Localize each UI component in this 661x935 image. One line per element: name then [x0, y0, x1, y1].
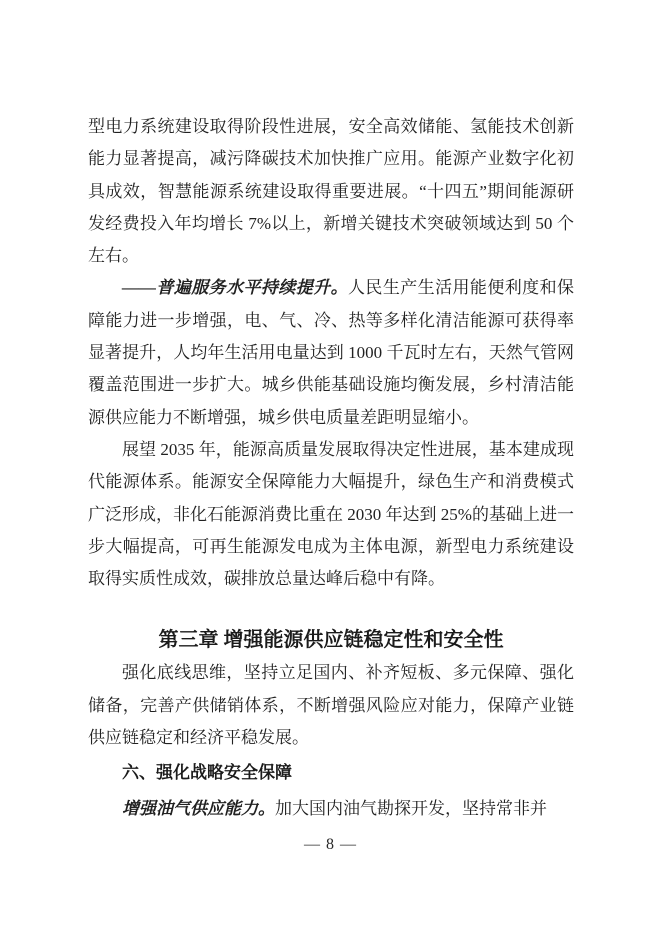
- paragraph-universal-service: [88, 272, 574, 433]
- paragraph-outlook-2035: [88, 434, 574, 595]
- paragraph-text: 型电力系统建设取得阶段性进展，安全高效储能、氢能技术创新能力显著提高，减污降碳技术加快推广应用。能源产业数字化初具成效，智慧能源系统建设取得重要进展。“十四五”期间能源研发经费投入年均增长 7%以上，新增关键技术突破领域达到 50 个左右。: [88, 117, 574, 266]
- paragraph-lead-emphasis: 增强油气供应能力。: [122, 798, 275, 818]
- paragraph-lead-emphasis: ——普遍服务水平持续提升。: [122, 278, 348, 298]
- paragraph-chapter-intro: [88, 657, 574, 754]
- paragraph-text: 强化底线思维，坚持立足国内、补齐短板、多元保障、强化储备，完善产供储销体系，不断增强风险应对能力，保障产业链供应链稳定和经济平稳发展。: [88, 663, 574, 748]
- paragraph-overview-continuation: [88, 111, 574, 272]
- paragraph-text: 人民生产生活用能便利度和保障能力进一步增强，电、气、冷、热等多样化清洁能源可获得率显著提升，人均年生活用电量达到 1000 千瓦时左右，天然气管网覆盖范围进一步扩大。城乡供能基础设施均衡发展，乡村清洁能源供应能力不断增强，城乡供电质量差距明显缩小。: [88, 278, 574, 427]
- chapter-heading: 第三章 增强能源供应链稳定性和安全性: [158, 629, 504, 652]
- page-number: — 8 —: [304, 836, 357, 853]
- page-content: [88, 111, 574, 825]
- paragraph-text: 加大国内油气勘探开发，坚持常非并: [275, 798, 547, 818]
- section-heading: 六、强化战略安全保障: [122, 763, 292, 783]
- paragraph-text: 展望 2035 年，能源高质量发展取得决定性进展，基本建成现代能源体系。能源安全保障能力大幅提升，绿色生产和消费模式广泛形成，非化石能源消费比重在 2030 年达到 25%的基础上进一步大幅提高，可再生能源发电成为主体电源，新型电力系统建设取得实质性成效，碳排放总量达峰后稳中有降。: [88, 439, 574, 589]
- paragraph-oil-gas-supply: [88, 793, 574, 825]
